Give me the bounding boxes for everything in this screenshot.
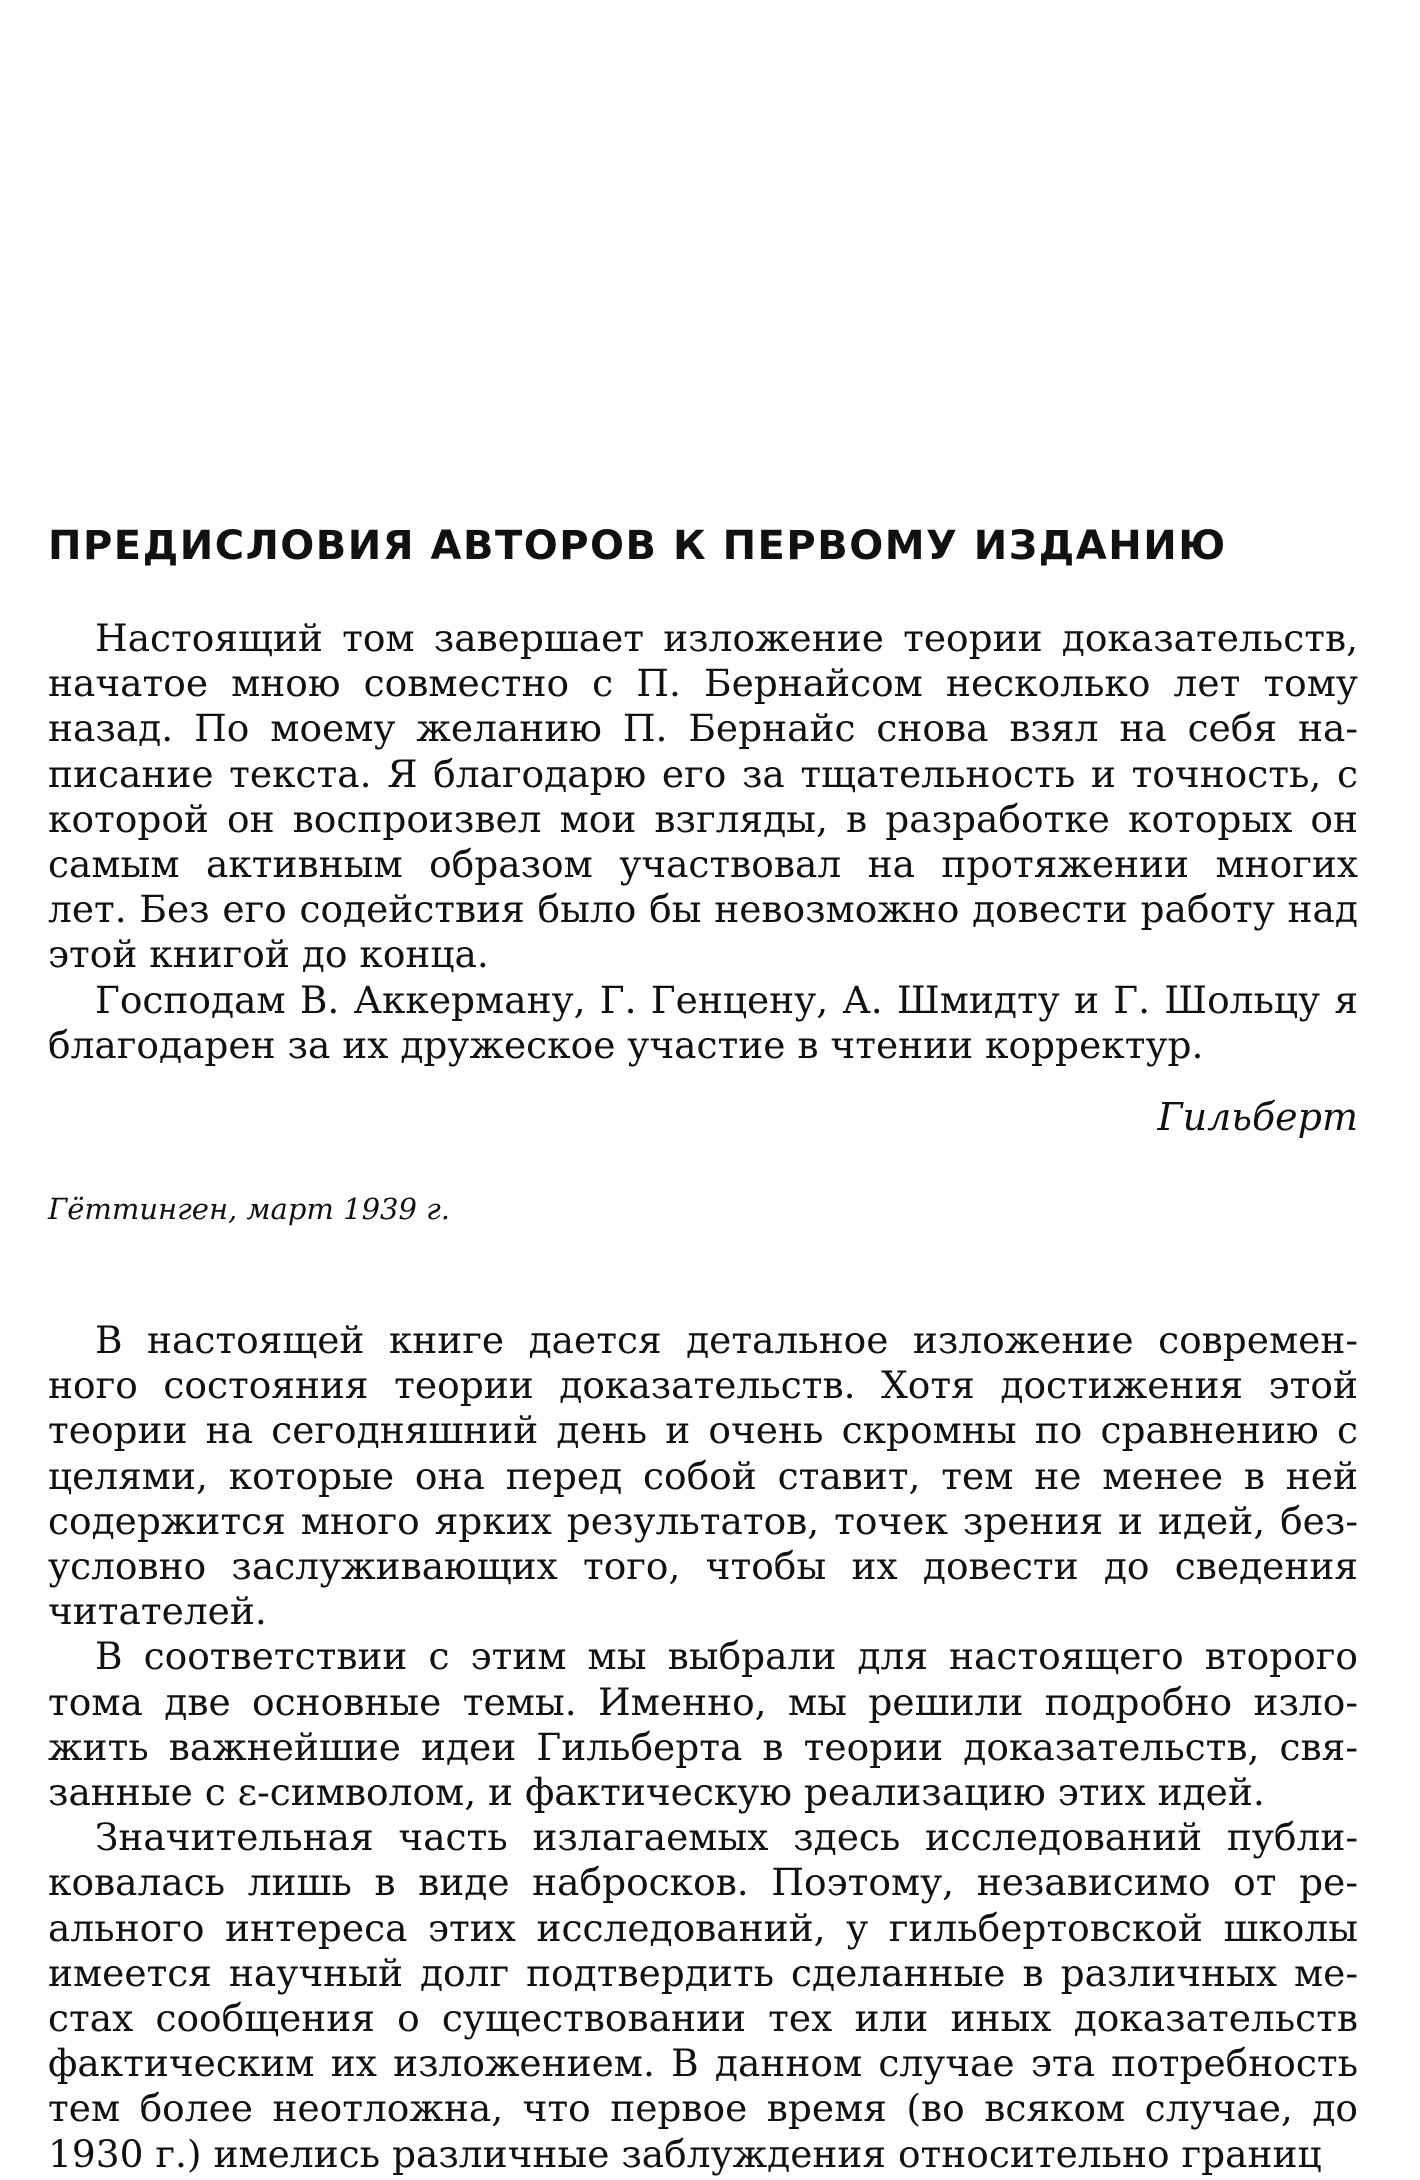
preface-hilbert — [48, 616, 1358, 1068]
page-heading: ПРЕДИСЛОВИЯ АВТОРОВ К ПЕРВОМУ ИЗДАНИЮ — [48, 523, 1227, 569]
paragraph: Значительная часть излагаемых здесь исследований публиковалась лишь в виде набросков. Поэтому, независимо от реального интереса этих исследований, у гильбертовской школы имеется научный долг подтвердить сделанные в различных местах сообщения о существовании тех или иных доказательств фактическим их изложением. В данном случае эта потребность тем более неотложна, что первое время (во всяком случае, до 1930 г.) имелись различные заблуждения относительно границ — [48, 1815, 1358, 2176]
author-signature: Гильберт — [1157, 1095, 1358, 1139]
date-place: Гёттинген, март 1939 г. — [48, 1192, 451, 1226]
paragraph: Настоящий том завершает изложение теории доказательств, начатое мною совместно с П. Бернайсом несколько лет тому назад. По моему желанию П. Бернайс снова взял на себя написание текста. Я благодарю его за тщательность и точность, с которой он воспроизвел мои взгляды, в разработке которых он самым активным образом участвовал на протяжении многих лет. Без его содействия было бы невозможно довести работу над этой книгой до конца. — [48, 616, 1358, 977]
paragraph: В настоящей книге дается детальное изложение современного состояния теории доказательств. Хотя достижения этой теории на сегодняшний день и очень скромны по сравнению с целями, которые она перед собой ставит, тем не менее в ней содержится много ярких результатов, точек зрения и идей, безусловно заслуживающих того, чтобы их довести до сведения читателей. — [48, 1318, 1358, 1634]
paragraph: В соответствии с этим мы выбрали для настоящего второго тома две основные темы. Именно, мы решили подробно изложить важнейшие идеи Гильберта в теории доказательств, связанные с ε-символом, и фактическую реализацию этих идей. — [48, 1634, 1358, 1815]
preface-bernays — [48, 1318, 1358, 2177]
paragraph: Господам В. Аккерману, Г. Генцену, А. Шмидту и Г. Шольцу я благодарен за их дружеское участие в чтении корректур. — [48, 977, 1358, 1067]
